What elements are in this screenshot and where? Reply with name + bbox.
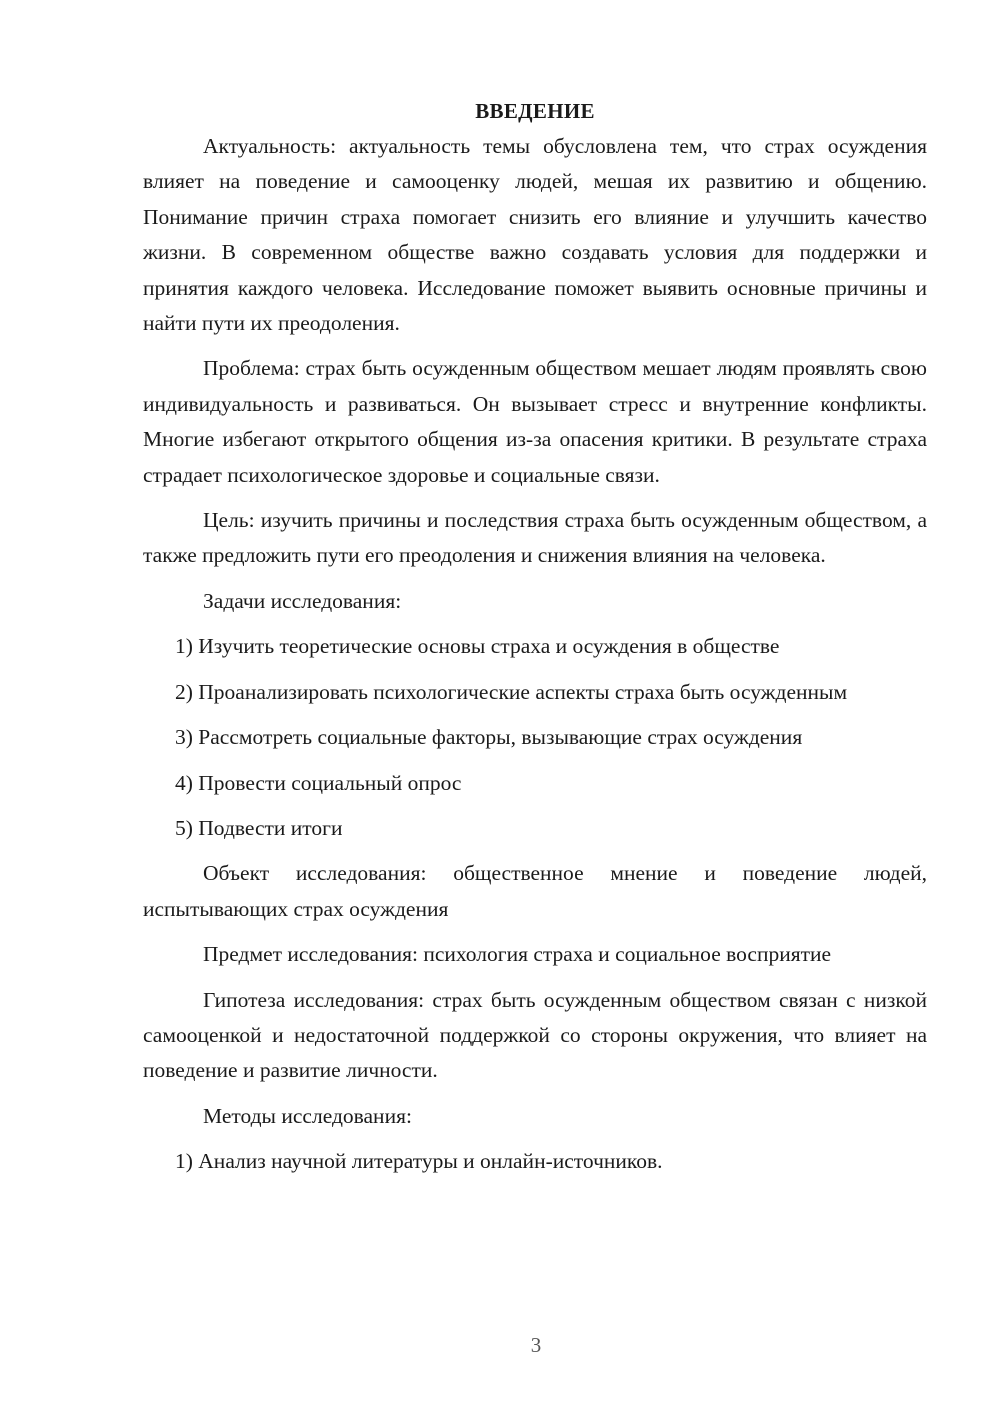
relevance-paragraph: Актуальность: актуальность темы обусловлена тем, что страх осуждения влияет на поведение и самооценку людей, мешая их развитию и общению. Понимание причин страха помогает снизить его влияние и улучшить качество жизни. В современном обществе важно создавать условия для поддержки и принятия каждого человека. Исследование поможет выявить основные причины и найти пути их преодоления. bbox=[143, 134, 927, 336]
document-page bbox=[143, 96, 927, 1190]
task-item-1: 1) Изучить теоретические основы страха и осуждения в обществе bbox=[175, 634, 780, 659]
goal-paragraph: Цель: изучить причины и последствия страха быть осужденным обществом, а также предложить пути его преодоления и снижения влияния на человека. bbox=[143, 508, 927, 568]
task-item-4: 4) Провести социальный опрос bbox=[175, 770, 462, 795]
method-item-1: 1) Анализ научной литературы и онлайн-источников. bbox=[175, 1149, 663, 1174]
document-title: ВВЕДЕНИЕ bbox=[475, 99, 595, 123]
tasks-heading: Задачи исследования: bbox=[203, 588, 402, 613]
task-item-2: 2) Проанализировать психологические аспекты страха быть осужденным bbox=[175, 679, 848, 704]
task-item-5: 5) Подвести итоги bbox=[175, 815, 343, 840]
subject-paragraph: Предмет исследования: психология страха и социальное восприятие bbox=[203, 942, 832, 967]
methods-heading: Методы исследования: bbox=[203, 1103, 412, 1128]
problem-paragraph: Проблема: страх быть осужденным обществом мешает людям проявлять свою индивидуальность и развиваться. Он вызывает стресс и внутренние конфликты. Многие избегают открытого общения из-за опасения критики. В результате страха страдает психологическое здоровье и социальные связи. bbox=[143, 356, 927, 487]
page-number: 3 bbox=[530, 1333, 542, 1357]
task-item-3: 3) Рассмотреть социальные факторы, вызывающие страх осуждения bbox=[175, 725, 803, 750]
object-paragraph: Объект исследования: общественное мнение и поведение людей, испытывающих страх осуждения bbox=[143, 861, 927, 921]
hypothesis-paragraph: Гипотеза исследования: страх быть осужденным обществом связан с низкой самооценкой и недостаточной поддержкой со стороны окружения, что влияет на поведение и развитие личности. bbox=[143, 987, 927, 1083]
